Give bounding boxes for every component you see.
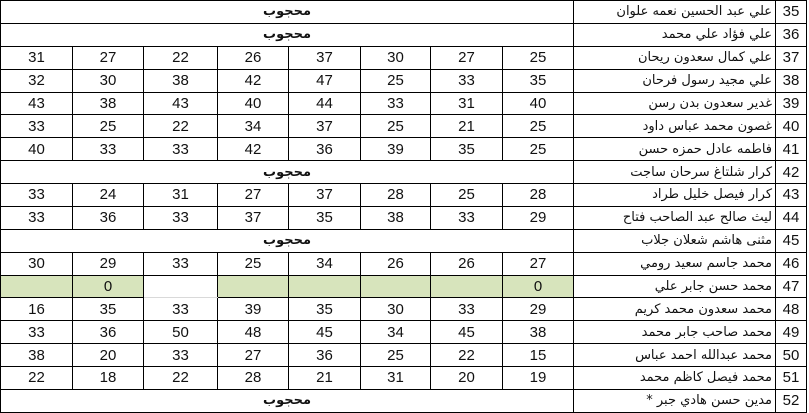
score-cell: 50 bbox=[144, 321, 218, 344]
row-number-cell: 49 bbox=[776, 321, 807, 344]
score-cell: 31 bbox=[1, 46, 73, 69]
score-cell: 36 bbox=[73, 206, 144, 229]
student-name-cell: مدين حسن هادي جبر * bbox=[574, 389, 776, 412]
score-cell: 33 bbox=[144, 206, 218, 229]
score-cell: 33 bbox=[431, 298, 503, 321]
score-cell: 35 bbox=[289, 298, 361, 321]
score-cell: 30 bbox=[73, 69, 144, 92]
table-row bbox=[1, 138, 807, 161]
score-cell: 27 bbox=[218, 344, 289, 367]
score-cell: 25 bbox=[218, 252, 289, 275]
student-name-cell: علي فؤاد علي محمد bbox=[574, 23, 776, 46]
student-name-cell: كرار شلتاغ سرحان ساجت bbox=[574, 161, 776, 184]
row-number-cell: 40 bbox=[776, 115, 807, 138]
table-row bbox=[1, 23, 807, 46]
score-cell bbox=[431, 275, 503, 298]
score-cell: 33 bbox=[144, 252, 218, 275]
student-name-cell: علي مجيد رسول فرحان bbox=[574, 69, 776, 92]
row-number-cell: 43 bbox=[776, 184, 807, 207]
score-cell: 43 bbox=[1, 92, 73, 115]
table-row bbox=[1, 229, 807, 252]
student-name-cell: محمد حسن جابر علي bbox=[574, 275, 776, 298]
score-cell: 22 bbox=[144, 46, 218, 69]
score-cell: 22 bbox=[144, 367, 218, 390]
score-cell: 38 bbox=[503, 321, 574, 344]
row-number-cell: 52 bbox=[776, 389, 807, 412]
score-cell: 38 bbox=[73, 92, 144, 115]
score-cell: 35 bbox=[73, 298, 144, 321]
score-cell: 45 bbox=[431, 321, 503, 344]
student-name-cell: فاطمه عادل حمزه حسن bbox=[574, 138, 776, 161]
student-name-cell: مثنى هاشم شعلان جلاب bbox=[574, 229, 776, 252]
student-name-cell: غصون محمد عباس داود bbox=[574, 115, 776, 138]
score-cell: 33 bbox=[361, 92, 431, 115]
table-row bbox=[1, 298, 807, 321]
score-cell: 37 bbox=[289, 115, 361, 138]
score-cell: 39 bbox=[218, 298, 289, 321]
row-number-cell: 38 bbox=[776, 69, 807, 92]
score-cell: 37 bbox=[289, 46, 361, 69]
score-cell: 37 bbox=[289, 184, 361, 207]
score-cell: 32 bbox=[1, 69, 73, 92]
student-name-cell: محمد صاحب جابر محمد bbox=[574, 321, 776, 344]
score-cell: 28 bbox=[503, 184, 574, 207]
score-cell: 18 bbox=[73, 367, 144, 390]
score-cell: 30 bbox=[1, 252, 73, 275]
table-row bbox=[1, 1, 807, 24]
score-cell: 35 bbox=[289, 206, 361, 229]
score-cell: 27 bbox=[431, 46, 503, 69]
score-cell: 40 bbox=[503, 92, 574, 115]
score-cell: 33 bbox=[1, 321, 73, 344]
score-cell: 36 bbox=[289, 138, 361, 161]
score-cell: 35 bbox=[503, 69, 574, 92]
score-cell bbox=[218, 275, 289, 298]
score-cell: 28 bbox=[218, 367, 289, 390]
score-cell: 48 bbox=[218, 321, 289, 344]
score-cell bbox=[1, 275, 73, 298]
score-cell bbox=[289, 275, 361, 298]
score-cell: 30 bbox=[361, 298, 431, 321]
hidden-scores-cell: محجوب bbox=[1, 1, 574, 24]
table-row bbox=[1, 69, 807, 92]
score-cell: 34 bbox=[361, 321, 431, 344]
score-cell: 36 bbox=[289, 344, 361, 367]
score-cell: 22 bbox=[431, 344, 503, 367]
row-number-cell: 50 bbox=[776, 344, 807, 367]
student-name-cell: علي عبد الحسين نعمه علوان bbox=[574, 1, 776, 24]
row-number-cell: 45 bbox=[776, 229, 807, 252]
table-row bbox=[1, 115, 807, 138]
student-name-cell: محمد سعدون محمد كريم bbox=[574, 298, 776, 321]
score-cell: 19 bbox=[503, 367, 574, 390]
score-cell: 20 bbox=[431, 367, 503, 390]
score-cell: 42 bbox=[218, 138, 289, 161]
table-row bbox=[1, 275, 807, 298]
row-number-cell: 36 bbox=[776, 23, 807, 46]
score-cell: 0 bbox=[503, 275, 574, 298]
score-cell: 38 bbox=[144, 69, 218, 92]
score-cell: 22 bbox=[144, 115, 218, 138]
row-number-cell: 39 bbox=[776, 92, 807, 115]
score-cell: 27 bbox=[503, 252, 574, 275]
score-cell: 30 bbox=[361, 46, 431, 69]
score-cell: 40 bbox=[1, 138, 73, 161]
row-number-cell: 48 bbox=[776, 298, 807, 321]
score-cell: 22 bbox=[1, 367, 73, 390]
score-cell: 21 bbox=[289, 367, 361, 390]
row-number-cell: 44 bbox=[776, 206, 807, 229]
table-row bbox=[1, 206, 807, 229]
score-cell: 34 bbox=[218, 115, 289, 138]
score-cell: 29 bbox=[73, 252, 144, 275]
score-cell: 27 bbox=[73, 46, 144, 69]
score-cell: 21 bbox=[431, 115, 503, 138]
score-cell: 42 bbox=[218, 69, 289, 92]
score-cell: 26 bbox=[218, 46, 289, 69]
table-row bbox=[1, 389, 807, 412]
score-cell: 33 bbox=[144, 138, 218, 161]
student-name-cell: ليث صالح عبد الصاحب فتاح bbox=[574, 206, 776, 229]
score-cell: 43 bbox=[144, 92, 218, 115]
table-row bbox=[1, 161, 807, 184]
score-cell: 29 bbox=[503, 206, 574, 229]
score-cell: 26 bbox=[361, 252, 431, 275]
score-cell: 0 bbox=[73, 275, 144, 298]
row-number-cell: 41 bbox=[776, 138, 807, 161]
table-row bbox=[1, 367, 807, 390]
table-row bbox=[1, 184, 807, 207]
score-cell: 16 bbox=[1, 298, 73, 321]
grades-table-body bbox=[1, 1, 807, 413]
score-cell: 15 bbox=[503, 344, 574, 367]
score-cell: 25 bbox=[361, 115, 431, 138]
score-cell: 31 bbox=[361, 367, 431, 390]
score-cell: 28 bbox=[361, 184, 431, 207]
score-cell: 33 bbox=[144, 298, 218, 321]
table-row bbox=[1, 92, 807, 115]
score-cell: 31 bbox=[144, 184, 218, 207]
hidden-scores-cell: محجوب bbox=[1, 161, 574, 184]
row-number-cell: 37 bbox=[776, 46, 807, 69]
score-cell: 25 bbox=[73, 115, 144, 138]
score-cell: 33 bbox=[144, 344, 218, 367]
row-number-cell: 46 bbox=[776, 252, 807, 275]
score-cell: 33 bbox=[1, 115, 73, 138]
score-cell: 33 bbox=[73, 138, 144, 161]
score-cell: 33 bbox=[431, 206, 503, 229]
score-cell: 39 bbox=[361, 138, 431, 161]
hidden-scores-cell: محجوب bbox=[1, 23, 574, 46]
score-cell: 26 bbox=[431, 252, 503, 275]
score-cell: 38 bbox=[361, 206, 431, 229]
score-cell: 40 bbox=[218, 92, 289, 115]
score-cell: 44 bbox=[289, 92, 361, 115]
student-name-cell: كرار فيصل خليل طراد bbox=[574, 184, 776, 207]
score-cell: 25 bbox=[361, 69, 431, 92]
score-cell: 33 bbox=[1, 206, 73, 229]
table-row bbox=[1, 252, 807, 275]
score-cell bbox=[144, 275, 218, 298]
score-cell: 25 bbox=[503, 138, 574, 161]
score-cell: 33 bbox=[1, 184, 73, 207]
score-cell bbox=[361, 275, 431, 298]
score-cell: 37 bbox=[218, 206, 289, 229]
score-cell: 34 bbox=[289, 252, 361, 275]
student-name-cell: محمد فيصل كاظم محمد bbox=[574, 367, 776, 390]
student-name-cell: محمد عبدالله احمد عباس bbox=[574, 344, 776, 367]
table-row bbox=[1, 321, 807, 344]
hidden-scores-cell: محجوب bbox=[1, 229, 574, 252]
score-cell: 24 bbox=[73, 184, 144, 207]
hidden-scores-cell: محجوب bbox=[1, 389, 574, 412]
score-cell: 25 bbox=[361, 344, 431, 367]
score-cell: 47 bbox=[289, 69, 361, 92]
table-row bbox=[1, 46, 807, 69]
score-cell: 20 bbox=[73, 344, 144, 367]
student-name-cell: محمد جاسم سعيد رومي bbox=[574, 252, 776, 275]
row-number-cell: 35 bbox=[776, 1, 807, 24]
student-name-cell: غدير سعدون بدن رسن bbox=[574, 92, 776, 115]
score-cell: 33 bbox=[431, 69, 503, 92]
score-cell: 25 bbox=[503, 46, 574, 69]
row-number-cell: 47 bbox=[776, 275, 807, 298]
score-cell: 25 bbox=[503, 115, 574, 138]
score-cell: 27 bbox=[218, 184, 289, 207]
row-number-cell: 51 bbox=[776, 367, 807, 390]
score-cell: 35 bbox=[431, 138, 503, 161]
score-cell: 25 bbox=[431, 184, 503, 207]
table-row bbox=[1, 344, 807, 367]
row-number-cell: 42 bbox=[776, 161, 807, 184]
score-cell: 36 bbox=[73, 321, 144, 344]
student-name-cell: علي كمال سعدون ريحان bbox=[574, 46, 776, 69]
score-cell: 38 bbox=[1, 344, 73, 367]
score-cell: 45 bbox=[289, 321, 361, 344]
score-cell: 29 bbox=[503, 298, 574, 321]
score-cell: 31 bbox=[431, 92, 503, 115]
